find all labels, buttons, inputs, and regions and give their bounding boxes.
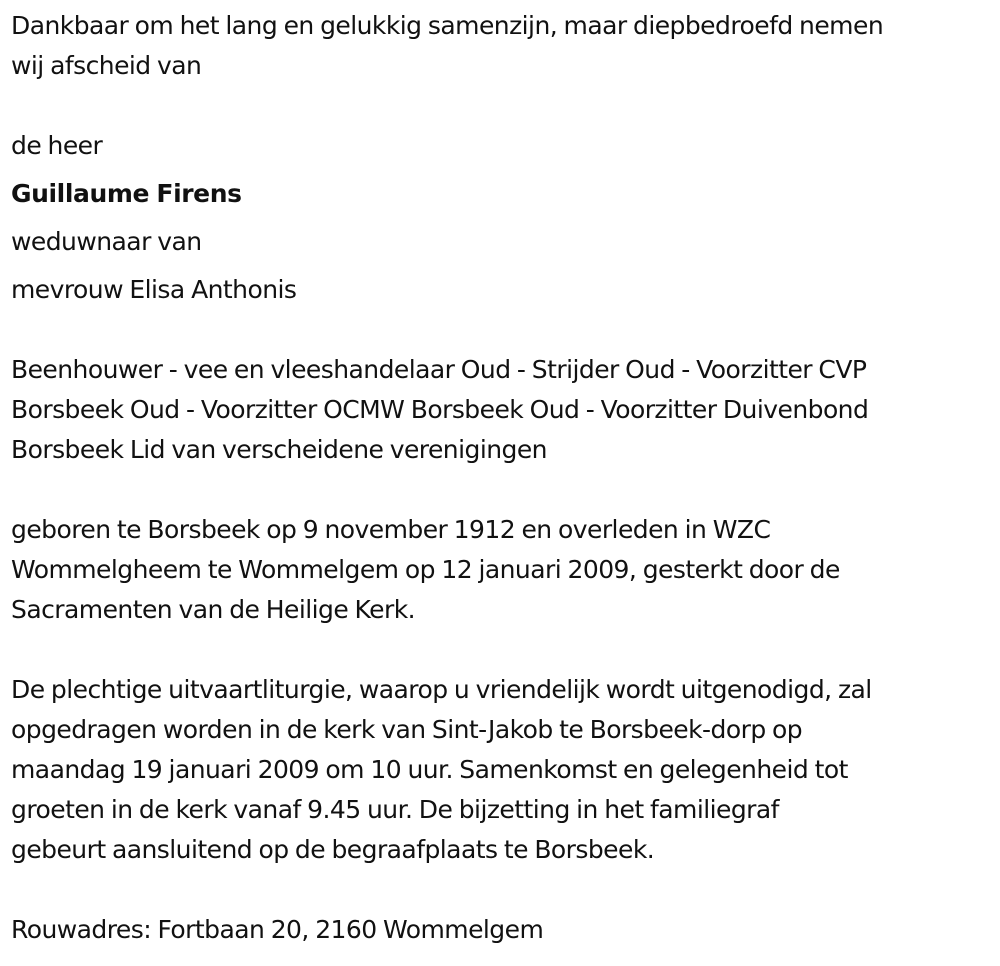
- titles-line: Borsbeek Oud - Voorzitter OCMW Borsbeek Oud - Voorzitter Duivenbond: [11, 395, 869, 424]
- funeral-line: De plechtige uitvaartliturgie, waarop u vriendelijk wordt uitgenodigd, zal: [11, 675, 872, 704]
- funeral-line: maandag 19 januari 2009 om 10 uur. Samenkomst en gelegenheid tot: [11, 755, 848, 784]
- titles-line: Beenhouwer - vee en vleeshandelaar Oud - Strijder Oud - Voorzitter CVP: [11, 355, 867, 384]
- deceased-name: Guillaume Firens: [11, 179, 242, 208]
- funeral-line: opgedragen worden in de kerk van Sint-Jakob te Borsbeek-dorp op: [11, 715, 803, 744]
- relation-text: weduwnaar van: [11, 227, 202, 256]
- death-notice: [11, 6, 996, 950]
- birth-death-paragraph: [11, 510, 996, 630]
- spouse-name: mevrouw Elisa Anthonis: [11, 275, 297, 304]
- spacer: [11, 86, 996, 126]
- funeral-line: groeten in de kerk vanaf 9.45 uur. De bijzetting in het familiegraf: [11, 795, 779, 824]
- honorific: de heer: [11, 131, 103, 160]
- intro-paragraph: [11, 6, 996, 86]
- spacer: [11, 310, 996, 350]
- spacer: [11, 870, 996, 910]
- birth-death-line: Sacramenten van de Heilige Kerk.: [11, 595, 416, 624]
- titles-paragraph: [11, 350, 996, 470]
- spacer: [11, 630, 996, 670]
- intro-line: wij afscheid van: [11, 51, 202, 80]
- birth-death-line: Wommelgheem te Wommelgem op 12 januari 2009, gesterkt door de: [11, 555, 840, 584]
- deceased-block: [11, 126, 996, 310]
- funeral-line: gebeurt aansluitend op de begraafplaats te Borsbeek.: [11, 835, 655, 864]
- birth-death-line: geboren te Borsbeek op 9 november 1912 en overleden in WZC: [11, 515, 771, 544]
- funeral-paragraph: [11, 670, 996, 870]
- spacer: [11, 470, 996, 510]
- intro-line: Dankbaar om het lang en gelukkig samenzijn, maar diepbedroefd nemen: [11, 11, 884, 40]
- mourning-address: Rouwadres: Fortbaan 20, 2160 Wommelgem: [11, 915, 544, 944]
- titles-line: Borsbeek Lid van verscheidene verenigingen: [11, 435, 547, 464]
